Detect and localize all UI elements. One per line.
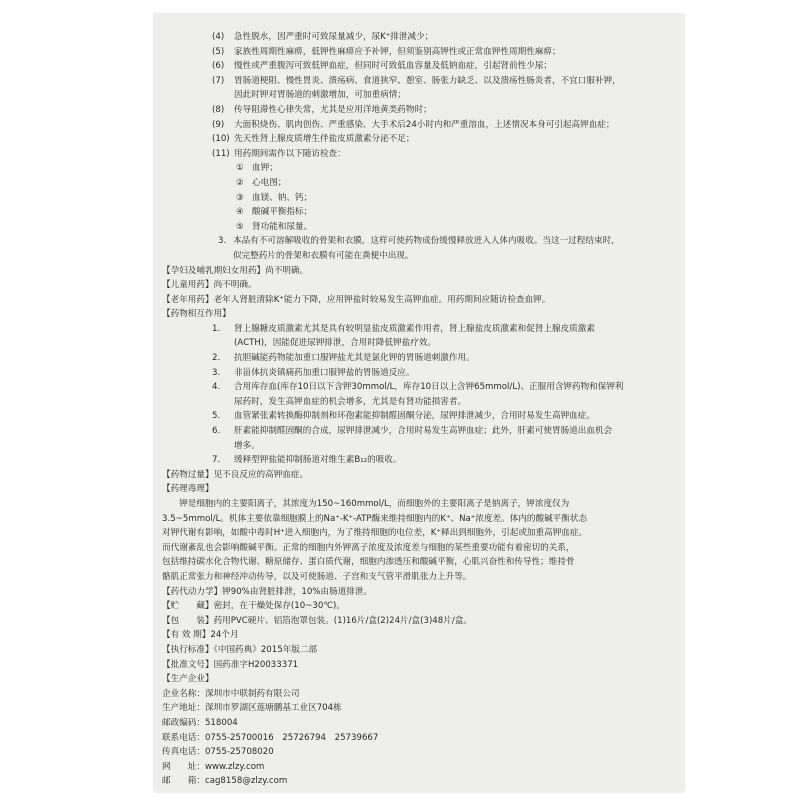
text-line (162, 88, 670, 103)
leaflet-sheet (154, 14, 684, 792)
item-number: (5) (212, 46, 225, 57)
text-line (162, 307, 670, 322)
text-line (162, 336, 670, 351)
item-number: 7. (212, 455, 221, 466)
text-line (162, 191, 670, 206)
text-line (162, 45, 670, 60)
text-line (162, 497, 670, 512)
text-line (162, 731, 670, 746)
leaflet-text (162, 30, 670, 789)
item-number: (10) (212, 134, 230, 145)
text-line (162, 672, 670, 687)
item-number: 3. (218, 236, 227, 247)
text-line (162, 176, 670, 191)
text-line (162, 628, 670, 643)
text-line (162, 395, 670, 410)
item-number: 4. (212, 382, 221, 393)
text-line (162, 74, 670, 89)
circled-number: ② (236, 177, 244, 188)
line-text: 【孕妇及哺乳期妇女用药】尚不明确。 (162, 265, 309, 276)
line-text: 【执行标准】《中国药典》2015年版二部 (162, 644, 318, 655)
line-text: 【儿童用药】尚不明确。 (162, 280, 257, 291)
line-text: 钾是细胞内的主要阳离子，其浓度为150~160mmol/L，而细胞外的主要阳离子是钠离子，钾浓度仅为 (162, 499, 570, 509)
text-line (162, 249, 670, 264)
line-text: 胃肠道梗阻、慢性胃炎、溃疡病、食道狭窄、憩室、肠张力缺乏、以及溃疡性肠炎者，不宜口服补钾， (234, 75, 621, 86)
line-text: 用药期间需作以下随访检查： (234, 148, 346, 159)
line-text: 包括维持碳水化合物代谢、糖原储存、蛋白质代谢，细胞内渗透压和酸碱平衡，心肌兴奋性和传导性；维持骨 (162, 557, 575, 568)
text-line (162, 409, 670, 424)
text-line (162, 555, 670, 570)
text-line (162, 30, 670, 45)
text-line (162, 205, 670, 220)
line-text: 企业名称：深圳市中联制药有限公司 (162, 688, 300, 699)
line-text: 肝素能抑制醛固酮的合成，尿钾排泄减少，合用时易发生高钾血症；此外，肝素可使胃肠道出血机会 (234, 426, 613, 437)
text-line (162, 468, 670, 483)
line-text: 大面积烧伤、肌肉创伤、严重感染、大手术后24小时内和严重溶血，上述情况本身可引起高钾血症； (234, 119, 615, 130)
text-line (162, 293, 670, 308)
line-text: 对钾代谢有影响，如酸中毒时H⁺进入细胞内，为了维持细胞的电位差，K⁺释出到细胞外，引起或加重高钾血症。 (162, 528, 588, 539)
text-line (162, 161, 670, 176)
line-text: 急性脱水，因严重时可致尿量减少，尿K⁺排泄减少； (234, 32, 434, 42)
text-line (162, 599, 670, 614)
text-line (162, 658, 670, 673)
line-text: 肾上腺糖皮质激素尤其是具有较明显盐皮质激素作用者，肾上腺盐皮质激素和促肾上腺皮质激素 (234, 323, 595, 334)
item-number: (7) (212, 75, 225, 86)
line-text: 传真电话：0755-25708020 (162, 747, 274, 758)
line-text: 慢性或严重腹泻可致低钾血症，但同时可致低血容量及低钠血症，引起肾前性少尿； (234, 61, 552, 72)
line-text: 肾功能和尿量。 (252, 221, 313, 232)
line-text: 传导阻滞性心律失常，尤其是应用洋地黄类药物时； (234, 104, 432, 115)
text-line (162, 701, 670, 716)
text-line (162, 132, 670, 147)
line-text: 先天性肾上腺皮质增生伴盐皮质激素分泌不足； (234, 134, 415, 145)
line-text: 血镁、钠、钙； (252, 192, 313, 203)
text-line (162, 220, 670, 235)
text-line (162, 570, 670, 585)
circled-number: ⑤ (236, 221, 244, 232)
text-line (162, 774, 670, 789)
line-text: 血钾； (252, 163, 278, 174)
text-line (162, 745, 670, 760)
line-text: 似完整药片的骨架和衣膜有可能在粪便中出现。 (233, 250, 414, 261)
item-number: (6) (212, 61, 225, 72)
line-text: 3.5~5mmol/L。机体主要依靠细胞膜上的Na⁺-K⁺-ATP酶来维持细胞内的K⁺、Na⁺浓度差。体内的酸碱平衡状态 (162, 513, 588, 524)
text-line (162, 322, 670, 337)
text-line (162, 118, 670, 133)
text-line (162, 760, 670, 775)
line-text: 心电图； (252, 177, 287, 188)
circled-number: ③ (236, 192, 244, 203)
line-text: 【药代动力学】钾90%由肾脏排泄，10%由肠道排泄。 (162, 586, 373, 597)
item-number: 1. (212, 323, 221, 334)
line-text: 抗胆碱能药物能加重口服钾盐尤其是氯化钾的胃肠道刺激作用。 (234, 353, 475, 364)
line-text: 骼肌正常张力和神经冲动传导，以及可使肠道、子宫和支气管平滑肌张力上升等。 (162, 571, 472, 582)
item-number: (11) (212, 148, 230, 159)
line-text: 【药物过量】见不良反应的高钾血症。 (162, 469, 309, 480)
text-line (162, 424, 670, 439)
line-text: 本品有不可溶解吸收的骨架和衣膜，这样可使药物成份缓慢释放进入人体内吸收。当这一过程结束时， (233, 236, 620, 247)
item-number: 2. (212, 353, 221, 364)
line-text: 血管紧张素转换酶抑制剂和环孢素能抑制醛固酮分泌，尿钾排泄减少，合用时易发生高钾血症。 (234, 411, 595, 422)
text-line (162, 541, 670, 556)
text-line (162, 278, 670, 293)
circled-number: ① (236, 163, 244, 174)
text-line (162, 585, 670, 600)
line-text: 增多。 (234, 440, 260, 451)
line-text: 【药理毒理】 (162, 484, 214, 495)
line-text: 而代谢紊乱也会影响酸碱平衡。正常的细胞内外钾离子浓度及浓度差与细胞的某些重要功能有着密切的关系， (162, 542, 575, 553)
item-number: (4) (212, 32, 225, 42)
text-line (162, 482, 670, 497)
line-text: 酸碱平衡指标； (252, 207, 313, 218)
line-text: 【批准文号】国药准字H20033371 (162, 659, 299, 670)
text-line (162, 380, 670, 395)
text-line (162, 264, 670, 279)
text-line (162, 614, 670, 629)
text-line (162, 351, 670, 366)
text-line (162, 366, 670, 381)
line-text: 【包 装】药用PVC硬片、铝箔泡罩包装。(1)16片/盒(2)24片/盒(3)48片/盒。 (162, 615, 472, 626)
line-text: 生产地址：深圳市罗湖区莲塘鹏基工业区704栋 (162, 703, 342, 714)
line-text: 【药物相互作用】 (162, 309, 231, 320)
line-text: 【老年用药】老年人肾脏清除K⁺能力下降，应用钾盐时较易发生高钾血症。用药期间应随访检查血钾。 (162, 294, 551, 305)
line-text: 合用库存血(库存10日以下含钾30mmol/L，库存10日以上含钾65mmol/L)、正服用含钾药物和保钾利 (234, 382, 624, 393)
text-line (162, 234, 670, 249)
text-line (162, 687, 670, 702)
line-text: (ACTH)，因能促进尿钾排泄，合用时降低钾盐疗效。 (234, 338, 437, 349)
text-line (162, 643, 670, 658)
line-text: 邮政编码：518004 (162, 717, 238, 728)
item-number: 3. (212, 367, 221, 378)
text-line (162, 439, 670, 454)
line-text: 【生产企业】 (162, 674, 214, 685)
text-line (162, 512, 670, 527)
item-number: 6. (212, 426, 221, 437)
item-number: 5. (212, 411, 221, 422)
text-line (162, 453, 670, 468)
line-text: 【有 效 期】24个月 (162, 630, 239, 641)
line-text: 网 址：www.zlzy.com (162, 761, 265, 772)
line-text: 【贮 藏】密封，在干燥处保存(10~30℃)。 (162, 601, 345, 612)
text-line (162, 103, 670, 118)
line-text: 联系电话：0755-25700016 25726794 25739667 (162, 732, 379, 743)
circled-number: ④ (236, 207, 244, 218)
line-text: 邮 箱：cag8158@zlzy.com (162, 776, 288, 787)
line-text: 尿药时，发生高钾血症的机会增多，尤其是有肾功能损害者。 (234, 396, 467, 407)
line-text: 因此时钾对胃肠道的刺激增加，可加重病情； (234, 90, 406, 101)
line-text: 缓释型钾盐能抑制肠道对维生素B₁₂的吸收。 (234, 455, 402, 466)
text-line (162, 59, 670, 74)
line-text: 家族性周期性麻痹，低钾性麻痹应予补钾，但须鉴别高钾性或正常血钾性周期性麻痹； (234, 46, 561, 57)
item-number: (8) (212, 104, 225, 115)
line-text: 非甾体抗炎镇痛药加重口服钾盐的胃肠道反应。 (234, 367, 415, 378)
text-line (162, 147, 670, 162)
text-line (162, 716, 670, 731)
item-number: (9) (212, 119, 225, 130)
text-line (162, 526, 670, 541)
